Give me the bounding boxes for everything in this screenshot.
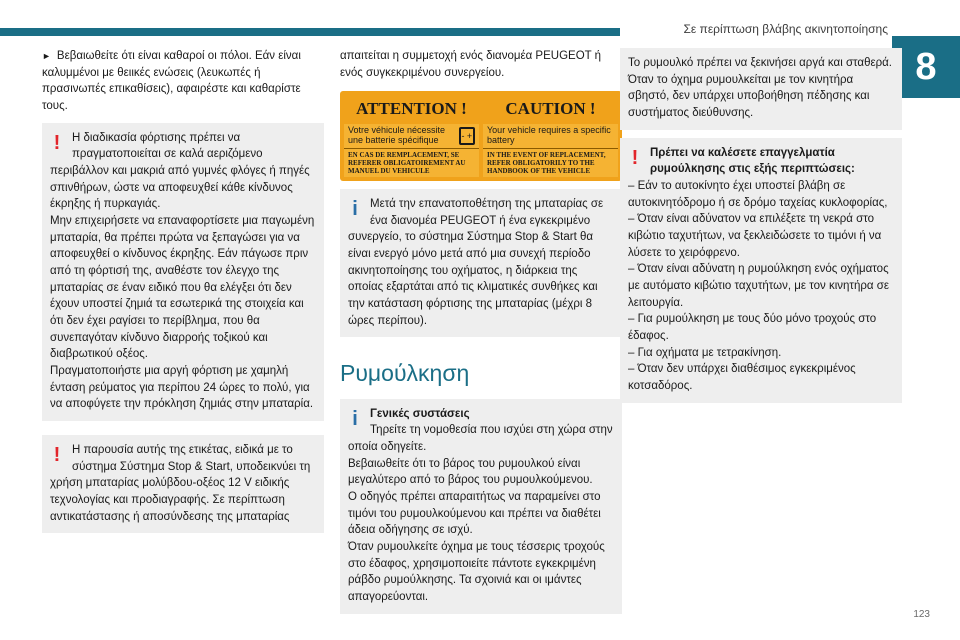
header-title: Σε περίπτωση βλάβης ακινητοποίησης	[683, 22, 888, 36]
label-left-subtitle: Votre véhicule nécessite une batterie spécifique	[348, 124, 446, 145]
label-left-notice: EN CAS DE REMPLACEMENT, SE REFERER OBLIGATOIREMENT AU MANUEL DU VEHICULE	[344, 148, 479, 177]
info-text: Μετά την επανατοποθέτηση της μπαταρίας σε ένα διανομέα PEUGEOT ή ένα εγκεκριμένο συνεργείο, το σύστημα Σύστημα Stop & Start θα είναι ενεργό μόνο μετά από μια συνεχή περίοδο ακινητοποίησης του οχήματος, η διάρκεια της οποίας εξαρτάται από τις κλιματικές συνθήκες και την κατάσταση φόρτισης της μπαταρίας (μέχρι 8 ώρες περίπου).	[348, 197, 604, 327]
label-right	[483, 95, 618, 177]
bullet-paragraph: ► Βεβαιωθείτε ότι είναι καθαροί οι πόλοι. Εάν είναι καλυμμένοι με θειικές ενώσεις (λευκωπές ή πρασινωπές επικαθίσεις), αφαιρέστε και καθαρίστε τους.	[42, 48, 324, 115]
warning-icon: !	[631, 146, 639, 169]
page-number: 123	[913, 609, 930, 620]
column-1	[42, 48, 324, 533]
chapter-number: 8	[892, 36, 960, 98]
warning-box-professional	[620, 138, 902, 403]
towing-intro: Το ρυμουλκό πρέπει να ξεκινήσει αργά και σταθερά. Όταν το όχημα ρυμουλκείται με τον κινητήρα σβηστό, δεν υπάρχει υποβοήθηση πέδησης και συστήματος διεύθυνσης.	[628, 57, 892, 120]
intro-box	[620, 48, 902, 130]
battery-label-image	[340, 91, 622, 181]
info-icon: i	[352, 197, 358, 220]
header-bar	[0, 28, 620, 36]
warning-box-charging	[42, 123, 324, 421]
column-2	[340, 48, 622, 614]
column-3	[620, 48, 902, 403]
label-left	[344, 95, 479, 177]
info-box-stop-start	[340, 189, 622, 337]
info-text: Τηρείτε τη νομοθεσία που ισχύει στη χώρα στην οποία οδηγείτε. Βεβαιωθείτε ότι το βάρος του ρυμουλκού είναι μεγαλύτερο από το βάρος του ρυμουλκούμενου. Ο οδηγός πρέπει απαραιτήτως να παραμείνει στο τιμόνι του ρυμουλκούμενου και πρέπει να διαθέτει άδεια οδήγησης σε ισχύ. Όταν ρυμουλκείτε όχημα με τους τέσσερις τροχούς στο έδαφος, χρησιμοποιείτε πάντοτε εγκεκριμένη ράβδο ρυμούλκησης. Τα σχοινιά και οι ιμάντες απαγορεύονται.	[348, 424, 613, 604]
section-title: Ρυμούλκηση	[340, 360, 470, 387]
info-icon: i	[352, 407, 358, 430]
info-box-title: Γενικές συστάσεις	[370, 407, 470, 420]
continuation-text: απαιτείται η συμμετοχή ενός διανομέα PEUGEOT ή ενός συγκεκριμένου συνεργείου.	[340, 50, 602, 79]
label-right-notice: IN THE EVENT OF REPLACEMENT, REFER OBLIGATORILY TO THE HANDBOOK OF THE VEHICLE	[483, 148, 618, 177]
warning-box-label	[42, 435, 324, 533]
info-box-towing	[340, 399, 622, 614]
warning-icon: !	[53, 131, 61, 154]
battery-icon: - +	[459, 127, 475, 145]
warning-text: Η διαδικασία φόρτισης πρέπει να πραγματοποιείται σε καλά αεριζόμενο περιβάλλον και μακριά από γυμνές φλόγες ή πηγές σπινθήρων, ώστε να αποφευχθεί κάθε κίνδυνος έκρηξης ή πυρκαγιάς. Μην επιχειρήσετε να επαναφορτίσετε μια παγωμένη μπαταρία, θα πρέπει πρώτα να ξεπαγώσει για να αποφευχθεί ο κίνδυνος έκρηξης. Εάν πάγωσε πριν από τη φόρτισή της, αναθέστε τον έλεγχο της μπαταρίας σε έναν ειδικό που θα ελέγξει ότι δεν έχουν υποστεί ζημιά τα εσωτερικά της στοιχεία και ότι δεν έχει ραγίσει το περίβλημα, που θα συνεπαγόταν κίνδυνο διαρροής τοξικού και διαβρωτικού οξέος. Πραγματοποιήστε μια αργή φόρτιση με χαμηλή ένταση ρεύματος για περίπου 24 ώρες το πολύ, για να αποφύγετε την πρόκληση ζημιάς στην μπαταρία.	[50, 131, 315, 411]
label-right-subtitle: Your vehicle requires a specific battery	[487, 124, 611, 145]
warning-list: – Εάν το αυτοκίνητο έχει υποστεί βλάβη σε αυτοκινητόδρομο ή σε δρόμο ταχείας κυκλοφορίας, – Όταν είναι αδύνατον να επιλέξετε τη νεκρά στο κιβώτιο ταχυτήτων, να ξεκλειδώσετε το τιμόνι ή να λύσετε το χειρόφρενο. – Όταν είναι αδύνατη η ρυμούλκηση ενός οχήματος με αυτόματο κιβώτιο ταχυτήτων, με τον κινητήρα σε λειτουργία. – Για ρυμούλκηση με τους δύο μόνο τροχούς στο έδαφος. – Για οχήματα με τετρακίνηση. – Όταν δεν υπάρχει διαθέσιμος εγκεκριμένος κοτσαδόρος.	[628, 180, 889, 393]
warning-box-title: Πρέπει να καλέσετε επαγγελματία ρυμούλκησης στις εξής περιπτώσεις:	[650, 146, 855, 176]
label-right-heading: CAUTION !	[483, 95, 618, 124]
warning-text: Η παρουσία αυτής της ετικέτας, ειδικά με το σύστημα Σύστημα Stop & Start, υποδεικνύει τη χρήση μπαταρίας μολύβδου-οξέος 12 V ειδικής τεχνολογίας και προδιαγραφής. Σε περίπτωση αντικατάστασης ή αποσύνδεσης της μπαταρίας	[50, 444, 311, 523]
warning-icon: !	[53, 444, 61, 467]
label-left-heading: ATTENTION !	[344, 95, 479, 124]
